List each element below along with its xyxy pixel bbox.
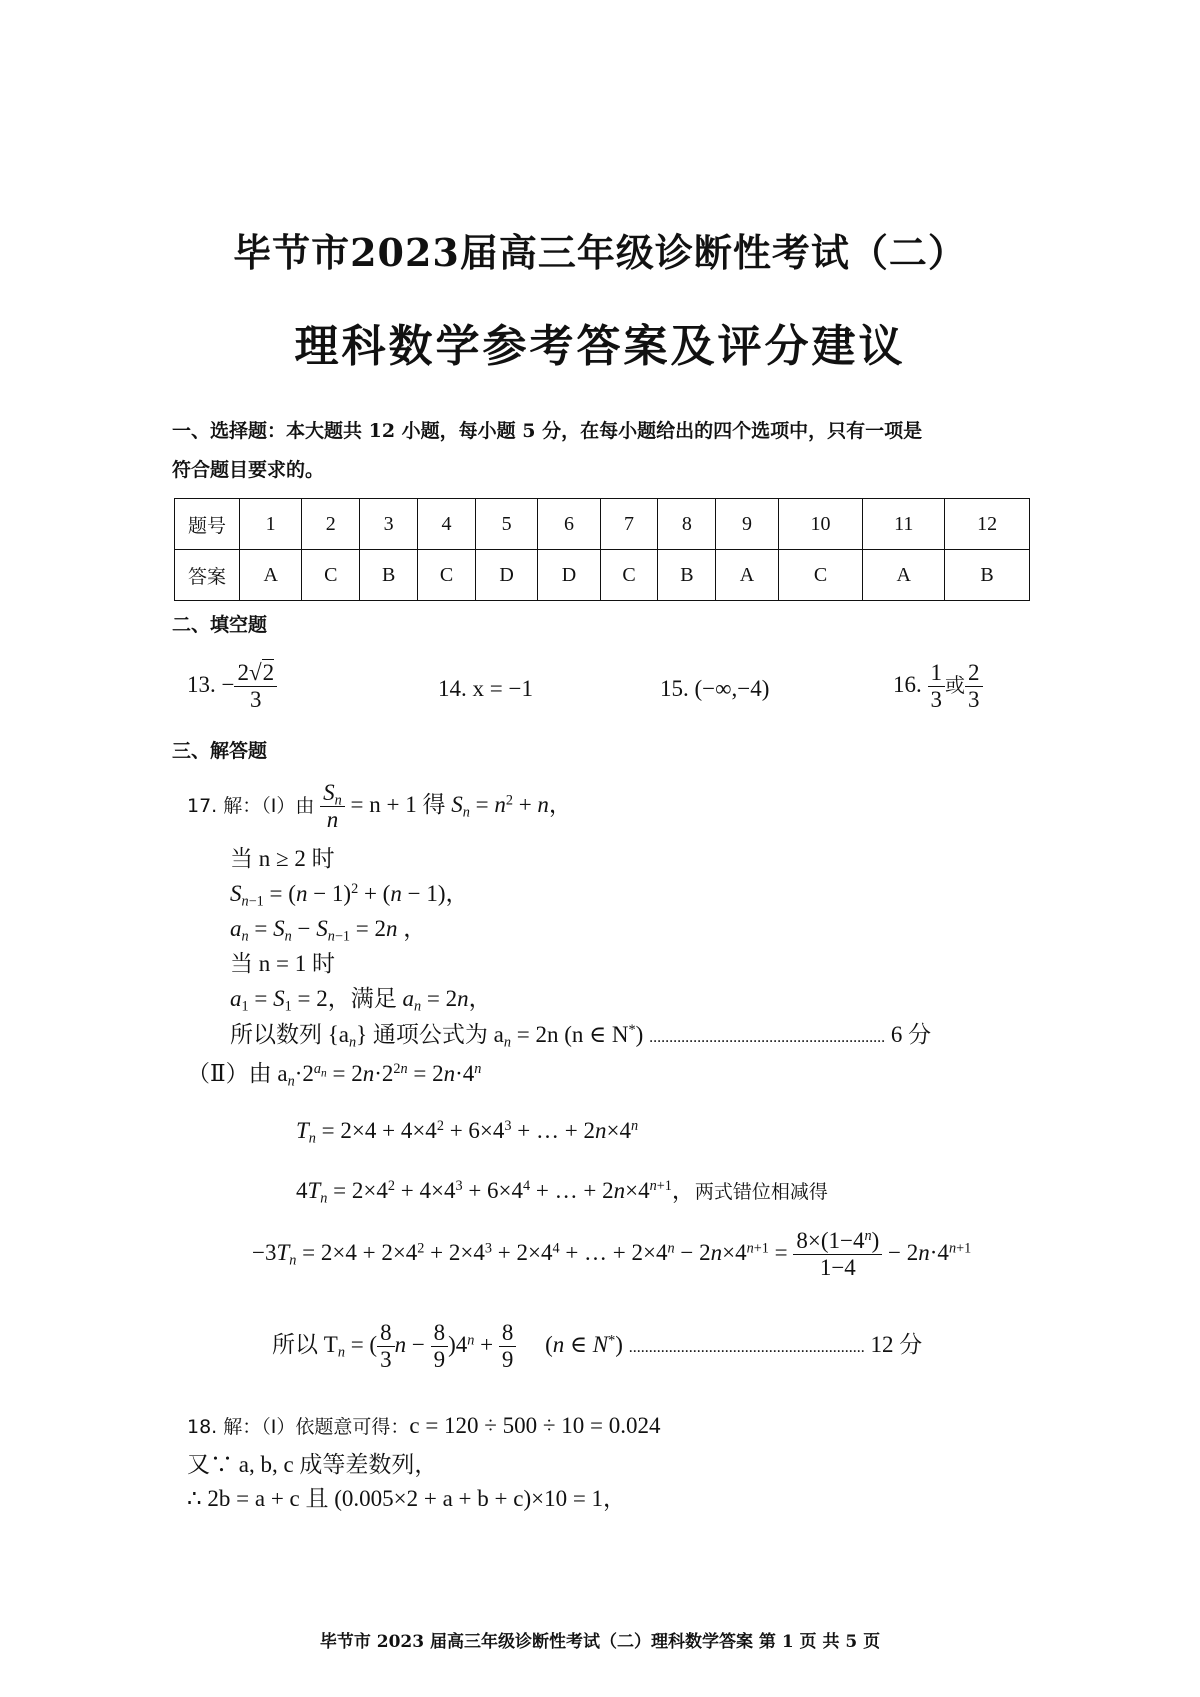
answer-15: 15. (−∞,−4) [660, 676, 770, 701]
answer-cell: B [945, 550, 1030, 601]
q17-sum-fraction: $\frac{8\times(1-4^n)}{1-4}$ [793, 1228, 882, 1282]
answer-cell: D [538, 550, 600, 601]
answer-cell: C [600, 550, 658, 601]
answer-cell: A [863, 550, 945, 601]
score-12: 12 分 [870, 1332, 923, 1358]
q17-part2-line: （Ⅱ）由 $a_n\cdot 2^{a_n} = 2n\cdot 2^{2n} = 2n\cdot 4^n$ [187, 1061, 482, 1090]
question-number: 10 [778, 499, 863, 550]
answer-16 [893, 660, 983, 714]
leader-dots: ........................................................... [628, 1339, 865, 1357]
question-number: 4 [418, 499, 476, 550]
q13-coef: 2 [237, 660, 249, 685]
question-number: 3 [360, 499, 418, 550]
q17-subtract-note: 两式错位相减得 [694, 1181, 828, 1203]
question-number: 1 [240, 499, 302, 550]
answer-cell: B [360, 550, 418, 601]
q13-fraction: $\frac{2√2}{3}$ [234, 660, 277, 714]
answer-cell: B [658, 550, 716, 601]
question-number: 2 [302, 499, 360, 550]
question-number: 12 [945, 499, 1030, 550]
q16-fraction-1: $\frac{1}{3}$ [928, 660, 946, 714]
answer-cell: C [778, 550, 863, 601]
q16-or: 或 [945, 673, 965, 698]
row-label-number: 题号 [175, 499, 240, 550]
q17-line2: 当 n ≥ 2 时 [230, 846, 335, 871]
q18-line2: 又∵ a, b, c 成等差数列， [187, 1452, 438, 1477]
section3-heading: 三、解答题 [172, 740, 268, 762]
q17-line5: 当 n = 1 时 [230, 951, 335, 976]
answer-cell: A [716, 550, 778, 601]
q13-label: 13. [187, 672, 216, 698]
q17-line1: 17. 解：（Ⅰ）由 $\frac{S_n}{n}$ = n + 1 得 $S_n = n^2 + n$， [187, 780, 572, 833]
q17-line4: $a_n = S_n - S_{n-1} = 2n$ ， [230, 916, 427, 945]
answer-14: 14. x = −1 [438, 676, 533, 701]
answer-13 [187, 660, 277, 714]
table-row [175, 550, 1030, 601]
question-number: 11 [863, 499, 945, 550]
answer-cell: C [418, 550, 476, 601]
question-number: 6 [538, 499, 600, 550]
q13-denominator: 3 [250, 687, 262, 713]
answer-cell: A [240, 550, 302, 601]
question-number: 9 [716, 499, 778, 550]
q16-fraction-2: $\frac{2}{3}$ [965, 660, 983, 714]
table-row [175, 499, 1030, 550]
answer-cell: C [302, 550, 360, 601]
q18-line3: ∴ 2b = a + c 且 (0.005×2 + a + b + c)×10 = 1， [187, 1486, 627, 1511]
q17-line6: $a_1 = S_1 = 2$，满足 $a_n = 2n$， [230, 986, 492, 1015]
leader-dots: ........................................................... [649, 1029, 886, 1046]
section2-heading: 二、填空题 [172, 614, 268, 636]
score-6: 6 分 [890, 1022, 932, 1047]
question-number: 5 [475, 499, 537, 550]
q17-4tn-line: $4T_n = 2\times 4^2 + 4\times 4^3 + 6\times 4^4$ + … + $2n\times 4^{n+1}$，两式错位相减得 [296, 1178, 828, 1207]
q16-label: 16. [893, 672, 922, 698]
section1-heading-line2: 符合题目要求的。 [172, 459, 325, 481]
q17-frac-sn-over-n: $\frac{S_n}{n}$ [320, 780, 345, 834]
q18-line1: 18. 解：（Ⅰ）依题意可得：c = 120 ÷ 500 ÷ 10 = 0.024 [187, 1413, 661, 1438]
question-number: 7 [600, 499, 658, 550]
answer-table [174, 498, 1030, 601]
exam-title: 毕节市2023届高三年级诊断性考试（二） [233, 230, 967, 275]
row-label-answer: 答案 [175, 550, 240, 601]
question-number: 8 [658, 499, 716, 550]
q17-eq1-rest: = n + 1 得 [350, 792, 452, 818]
answer-key-title: 理科数学参考答案及评分建议 [294, 321, 906, 372]
q13-radicand: 2 [262, 660, 275, 685]
page-footer: 毕节市 2023 届高三年级诊断性考试（二）理科数学答案 第 1 页 共 5 页 [319, 1632, 881, 1652]
q17-line3: $S_{n-1} = (n - 1)^2 + (n - 1)$， [230, 881, 469, 910]
answer-cell: D [475, 550, 537, 601]
section1-heading-line1: 一、选择题：本大题共 12 小题，每小题 5 分，在每小题给出的四个选项中，只有一项是 [172, 420, 923, 442]
q13-sign: − [221, 672, 235, 698]
q17-tn-line: $T_n = 2\times 4 + 4\times 4^2 + 6\times 4^3$ + … + $2n\times 4^n$ [296, 1118, 639, 1147]
q17-final-line: 所以 $T_n$ = ( $\frac{8}{3}$ n − $\frac{8}{9}$ )$4^n$ + $\frac{8}{9}$ (n ∈ N*) ........................................................... 12 分 [272, 1320, 923, 1373]
q17-intro: 17. 解：（Ⅰ）由 [187, 795, 315, 818]
q17-minus3tn-line: $-3T_n = 2\times 4 + 2\times 4^2 + 2\times 4^3 + 2\times 4^4$ + … + $2\times 4^n - 2n\times 4^{n+1}$ = $\frac{8\times(1-4^n)}{1-4}$ − $2n\cdot 4^{n+1}$ [252, 1228, 972, 1281]
q17-line7: 所以数列 $\{a_n\}$ 通项公式为 $a_n = 2n$ (n ∈ N*) ........................................................... 6 分 [230, 1022, 932, 1051]
